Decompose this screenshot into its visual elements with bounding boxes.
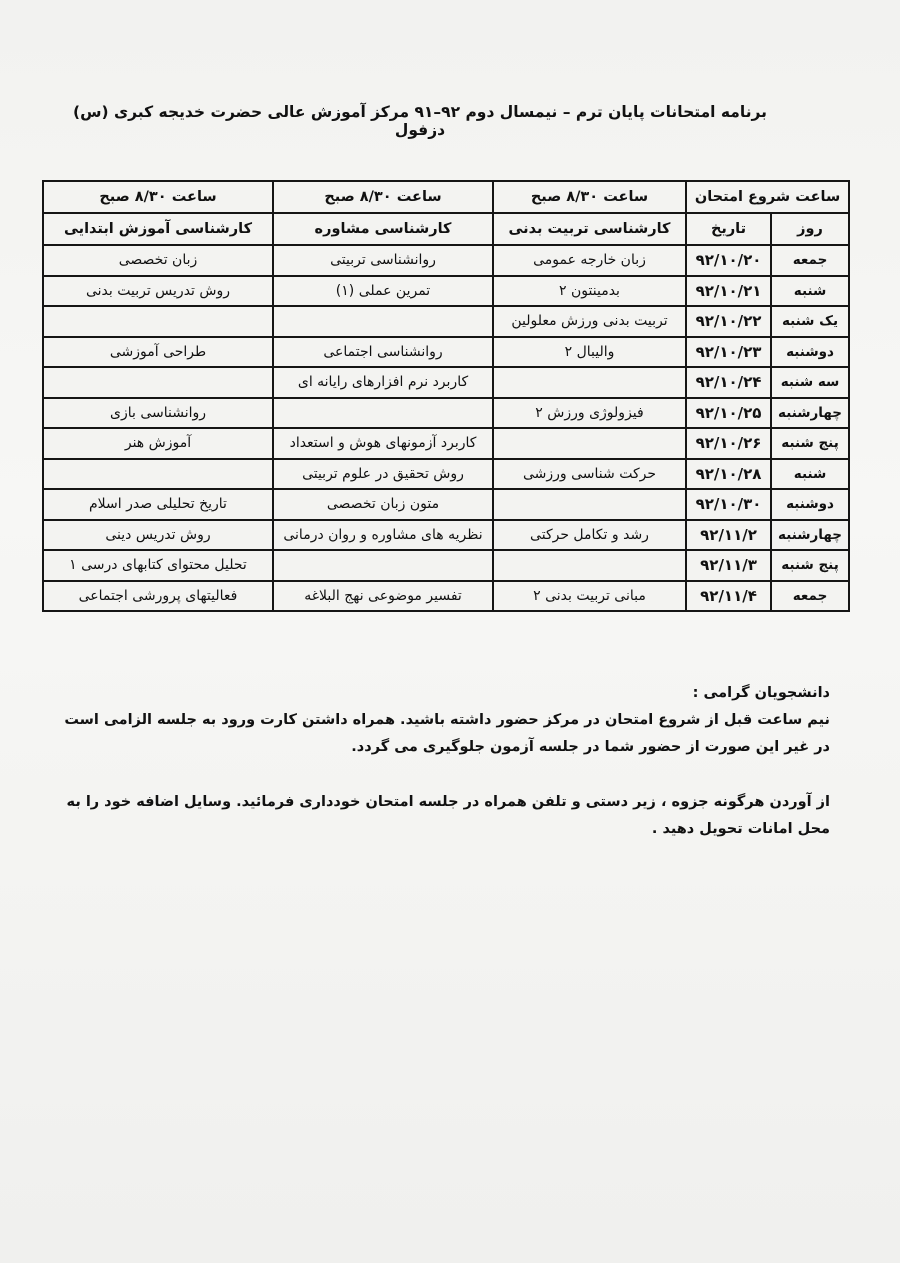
day-cell: چهارشنبه: [771, 398, 849, 429]
counseling-exam-cell: کاربرد آزمونهای هوش و استعداد: [273, 428, 493, 459]
counseling-exam-cell: روش تحقیق در علوم تربیتی: [273, 459, 493, 490]
date-cell: ۹۲/۱۱/۲: [686, 520, 771, 551]
primary-ed-exam-cell: تاریخ تحلیلی صدر اسلام: [43, 489, 273, 520]
pe-exam-cell: تربیت بدنی ورزش معلولین: [493, 306, 686, 337]
table-row: [43, 428, 849, 459]
day-column-header: روز: [771, 213, 849, 245]
table-row: [43, 337, 849, 368]
primary-ed-time-header: ساعت ۸/۳۰ صبح: [43, 181, 273, 213]
day-cell: سه شنبه: [771, 367, 849, 398]
day-cell: پنج شنبه: [771, 550, 849, 581]
pe-time-header: ساعت ۸/۳۰ صبح: [493, 181, 686, 213]
pe-exam-cell: زبان خارجه عمومی: [493, 245, 686, 276]
counseling-exam-cell: متون زبان تخصصی: [273, 489, 493, 520]
header-row-time: [43, 181, 849, 213]
table-row: [43, 367, 849, 398]
primary-ed-exam-cell: [43, 367, 273, 398]
date-cell: ۹۲/۱۰/۲۳: [686, 337, 771, 368]
notes-spacer: [60, 761, 830, 789]
table-row: [43, 489, 849, 520]
table-row: [43, 550, 849, 581]
notes-paragraph-prohibited-items: از آوردن هرگونه جزوه ، زیر دستی و تلفن همراه در جلسه امتحان خودداری فرمائید. وسایل اضافه خود را به محل امانات تحویل دهید .: [66, 794, 830, 837]
day-cell: یک شنبه: [771, 306, 849, 337]
day-cell: جمعه: [771, 245, 849, 276]
pe-program-header: کارشناسی تربیت بدنی: [493, 213, 686, 245]
counseling-exam-cell: [273, 398, 493, 429]
date-cell: ۹۲/۱۰/۲۴: [686, 367, 771, 398]
primary-ed-program-header: کارشناسی آموزش ابتدایی: [43, 213, 273, 245]
pe-exam-cell: حرکت شناسی ورزشی: [493, 459, 686, 490]
date-column-header: تاریخ: [686, 213, 771, 245]
header-row-program: [43, 213, 849, 245]
table-row: [43, 276, 849, 307]
date-cell: ۹۲/۱۰/۲۵: [686, 398, 771, 429]
notes-salutation: دانشجویان گرامی :: [692, 685, 830, 701]
counseling-exam-cell: روانشناسی تربیتی: [273, 245, 493, 276]
pe-exam-cell: مبانی تربیت بدنی ۲: [493, 581, 686, 612]
table-row: [43, 520, 849, 551]
pe-exam-cell: [493, 428, 686, 459]
pe-exam-cell: [493, 550, 686, 581]
counseling-program-header: کارشناسی مشاوره: [273, 213, 493, 245]
date-cell: ۹۲/۱۰/۲۲: [686, 306, 771, 337]
student-notes: [60, 680, 830, 843]
primary-ed-exam-cell: روش تدریس دینی: [43, 520, 273, 551]
table-row: [43, 581, 849, 612]
pe-exam-cell: بدمینتون ۲: [493, 276, 686, 307]
counseling-exam-cell: تمرین عملی (۱): [273, 276, 493, 307]
primary-ed-exam-cell: زبان تخصصی: [43, 245, 273, 276]
pe-exam-cell: [493, 489, 686, 520]
notes-paragraph-attendance: نیم ساعت قبل از شروع امتحان در مرکز حضور داشته باشید. همراه داشتن کارت ورود به جلسه الزامی است در غیر این صورت از حضور شما در جلسه آزمون جلوگیری می گردد.: [64, 712, 830, 755]
date-cell: ۹۲/۱۰/۳۰: [686, 489, 771, 520]
counseling-time-header: ساعت ۸/۳۰ صبح: [273, 181, 493, 213]
primary-ed-exam-cell: طراحی آموزشی: [43, 337, 273, 368]
pe-exam-cell: فیزولوژی ورزش ۲: [493, 398, 686, 429]
counseling-exam-cell: نظریه های مشاوره و روان درمانی: [273, 520, 493, 551]
primary-ed-exam-cell: تحلیل محتوای کتابهای درسی ۱: [43, 550, 273, 581]
counseling-exam-cell: [273, 550, 493, 581]
counseling-exam-cell: کاربرد نرم افزارهای رایانه ای: [273, 367, 493, 398]
counseling-exam-cell: روانشناسی اجتماعی: [273, 337, 493, 368]
counseling-exam-cell: تفسیر موضوعی نهج البلاغه: [273, 581, 493, 612]
table-row: [43, 306, 849, 337]
day-cell: دوشنبه: [771, 489, 849, 520]
exam-start-time-header: ساعت شروع امتحان: [686, 181, 849, 213]
exam-schedule-table: [42, 180, 850, 612]
table-row: [43, 398, 849, 429]
pe-exam-cell: رشد و تکامل حرکتی: [493, 520, 686, 551]
date-cell: ۹۲/۱۰/۲۰: [686, 245, 771, 276]
primary-ed-exam-cell: فعالیتهای پرورشی اجتماعی: [43, 581, 273, 612]
date-cell: ۹۲/۱۱/۴: [686, 581, 771, 612]
date-cell: ۹۲/۱۰/۲۸: [686, 459, 771, 490]
pe-exam-cell: والیبال ۲: [493, 337, 686, 368]
document-title: برنامه امتحانات پایان ترم – نیمسال دوم ۹۲–۹۱ مرکز آموزش عالی حضرت خدیجه کبری (س) دزفول: [73, 103, 767, 139]
table-row: [43, 245, 849, 276]
day-cell: جمعه: [771, 581, 849, 612]
primary-ed-exam-cell: [43, 306, 273, 337]
day-cell: دوشنبه: [771, 337, 849, 368]
counseling-exam-cell: [273, 306, 493, 337]
table-row: [43, 459, 849, 490]
primary-ed-exam-cell: روانشناسی بازی: [43, 398, 273, 429]
primary-ed-exam-cell: [43, 459, 273, 490]
date-cell: ۹۲/۱۰/۲۱: [686, 276, 771, 307]
day-cell: شنبه: [771, 459, 849, 490]
primary-ed-exam-cell: آموزش هنر: [43, 428, 273, 459]
primary-ed-exam-cell: روش تدریس تربیت بدنی: [43, 276, 273, 307]
day-cell: پنج شنبه: [771, 428, 849, 459]
day-cell: شنبه: [771, 276, 849, 307]
date-cell: ۹۲/۱۰/۲۶: [686, 428, 771, 459]
day-cell: چهارشنبه: [771, 520, 849, 551]
date-cell: ۹۲/۱۱/۳: [686, 550, 771, 581]
pe-exam-cell: [493, 367, 686, 398]
